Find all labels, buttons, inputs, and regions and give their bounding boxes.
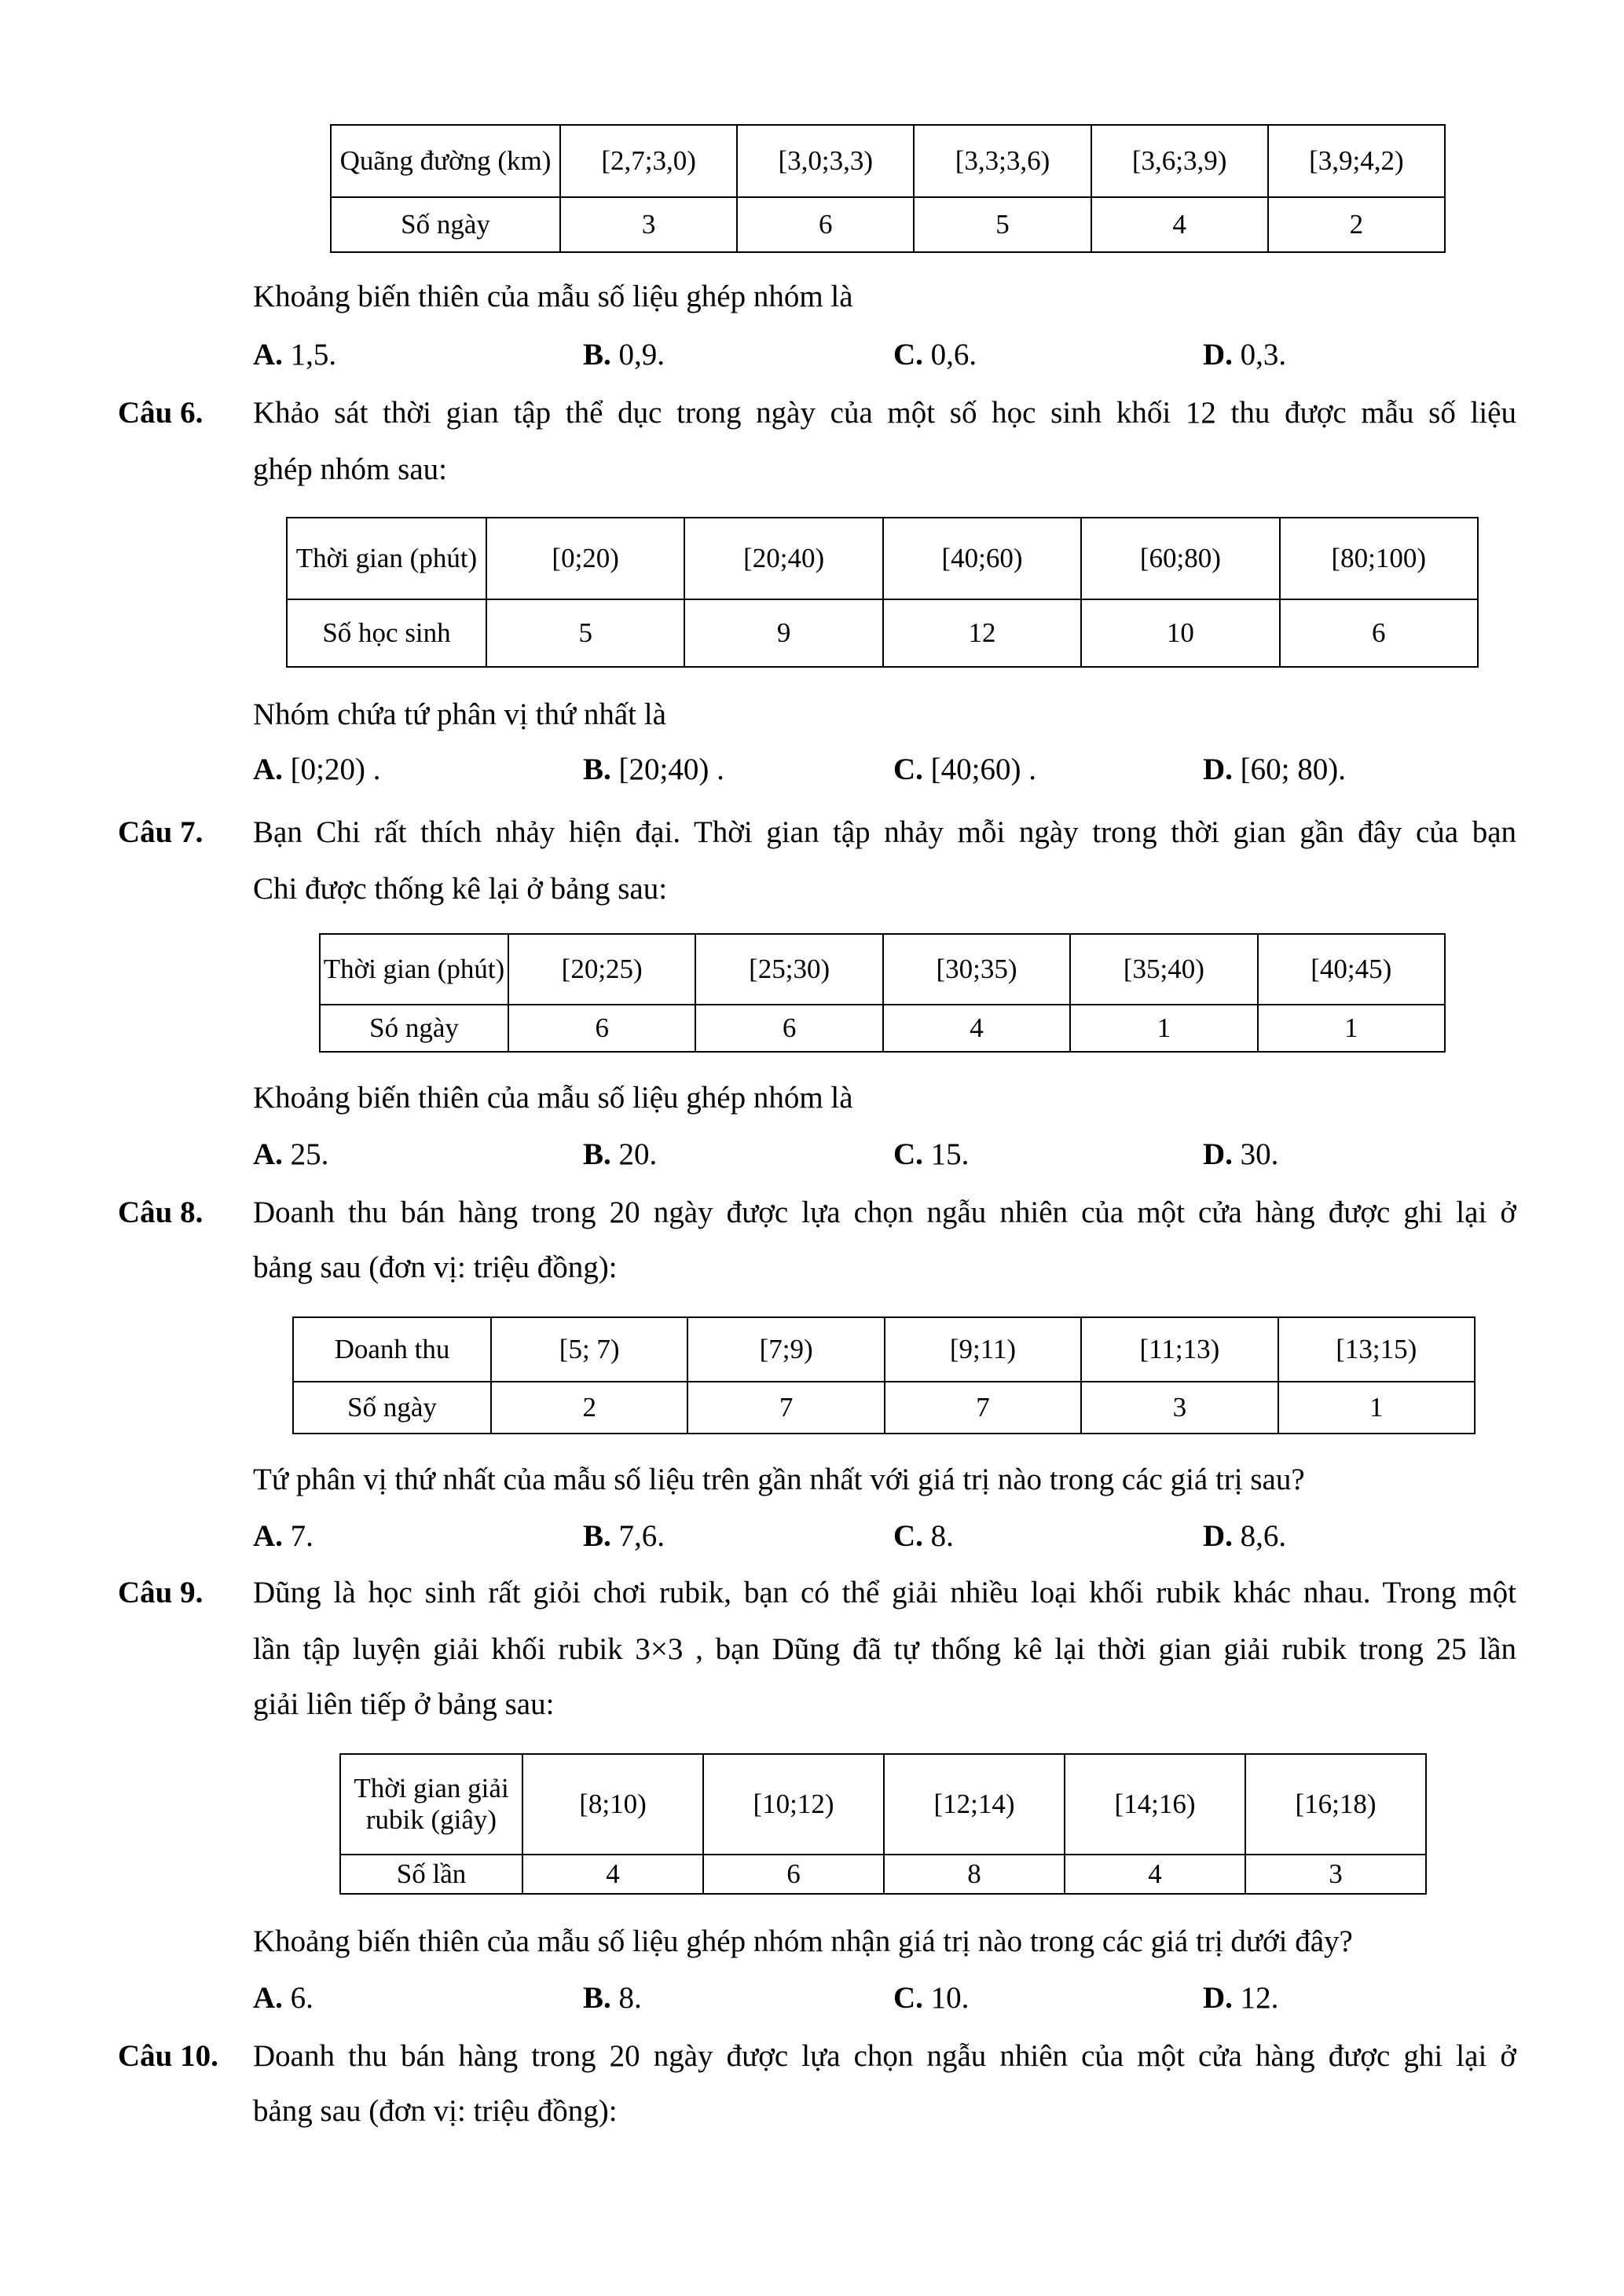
q7-data-table xyxy=(319,933,1446,1053)
table-interval: [40;60) xyxy=(883,518,1081,599)
q7-option-a: A. 25. xyxy=(253,1137,329,1171)
q6-option-d: D. [60; 80). xyxy=(1203,753,1346,786)
q6-option-b: B. [20;40) . xyxy=(583,753,724,786)
table-row-label: Só ngày xyxy=(320,1005,508,1052)
q6-text-line1: Khảo sát thời gian tập thể dục trong ngày của một số học sinh khối 12 thu được mẫu số liệu xyxy=(253,396,1516,430)
table-interval: [9;11) xyxy=(885,1317,1081,1382)
table-cell: 7 xyxy=(885,1382,1081,1434)
table-header-label: Thời gian (phút) xyxy=(287,518,486,599)
table-row-label: Số lần xyxy=(340,1855,522,1894)
table-cell: 6 xyxy=(703,1855,884,1894)
q5-data-table xyxy=(330,124,1446,253)
table-cell: 3 xyxy=(560,197,737,252)
q8-prompt: Tứ phân vị thứ nhất của mẫu số liệu trên gần nhất với giá trị nào trong các giá trị sau? xyxy=(253,1463,1305,1496)
q9-text-line1: Dũng là học sinh rất giỏi chơi rubik, bạn có thể giải nhiều loại khối rubik khác nhau. Trong một xyxy=(253,1576,1516,1609)
q6-option-c: C. [40;60) . xyxy=(893,753,1036,786)
table-cell: 3 xyxy=(1245,1855,1426,1894)
q9-label: Câu 9. xyxy=(118,1576,203,1609)
table-interval: [3,9;4,2) xyxy=(1268,125,1445,197)
q9-prompt: Khoảng biến thiên của mẫu số liệu ghép nhóm nhận giá trị nào trong các giá trị dưới đây? xyxy=(253,1924,1353,1958)
q9-option-b: B. 8. xyxy=(583,1981,642,2015)
table-cell: 9 xyxy=(684,599,882,667)
table-interval: [12;14) xyxy=(884,1754,1065,1855)
table-cell: 4 xyxy=(522,1855,703,1894)
table-header-label: Doanh thu xyxy=(293,1317,491,1382)
q9-option-c: C. 10. xyxy=(893,1981,970,2015)
q7-option-d: D. 30. xyxy=(1203,1137,1279,1171)
table-row-label: Số ngày xyxy=(331,197,560,252)
table-interval: [2,7;3,0) xyxy=(560,125,737,197)
table-interval: [35;40) xyxy=(1070,934,1257,1005)
table-cell: 4 xyxy=(1065,1855,1245,1894)
table-cell: 6 xyxy=(695,1005,882,1052)
table-interval: [11;13) xyxy=(1081,1317,1278,1382)
table-cell: 4 xyxy=(883,1005,1070,1052)
table-interval: [30;35) xyxy=(883,934,1070,1005)
q7-prompt: Khoảng biến thiên của mẫu số liệu ghép nhóm là xyxy=(253,1081,853,1115)
q9-text-line2: lần tập luyện giải khối rubik 3×3 , bạn Dũng đã tự thống kê lại thời gian giải rubik trong 25 lần xyxy=(253,1632,1516,1666)
table-interval: [16;18) xyxy=(1245,1754,1426,1855)
table-interval: [20;40) xyxy=(684,518,882,599)
q6-prompt: Nhóm chứa tứ phân vị thứ nhất là xyxy=(253,698,666,731)
table-cell: 12 xyxy=(883,599,1081,667)
table-cell: 6 xyxy=(737,197,914,252)
q10-text-line2: bảng sau (đơn vị: triệu đồng): xyxy=(253,2094,618,2128)
table-header-label: Thời gian (phút) xyxy=(320,934,508,1005)
table-interval: [25;30) xyxy=(695,934,882,1005)
q6-data-table xyxy=(286,517,1479,668)
q9-option-d: D. 12. xyxy=(1203,1981,1279,2015)
q9-text-line3: giải liên tiếp ở bảng sau: xyxy=(253,1687,555,1721)
table-cell: 4 xyxy=(1091,197,1268,252)
q5-option-a: A. 1,5. xyxy=(253,338,337,372)
table-cell: 6 xyxy=(1280,599,1478,667)
table-cell: 5 xyxy=(486,599,684,667)
table-row-label: Số ngày xyxy=(293,1382,491,1434)
table-cell: 5 xyxy=(914,197,1091,252)
q8-text-line2: bảng sau (đơn vị: triệu đồng): xyxy=(253,1251,618,1284)
q8-label: Câu 8. xyxy=(118,1196,203,1229)
table-interval: [20;25) xyxy=(508,934,695,1005)
table-cell: 1 xyxy=(1070,1005,1257,1052)
table-row-label: Số học sinh xyxy=(287,599,486,667)
table-interval: [3,6;3,9) xyxy=(1091,125,1268,197)
q9-data-table xyxy=(339,1753,1427,1895)
q5-option-b: B. 0,9. xyxy=(583,338,665,372)
q10-text-line1: Doanh thu bán hàng trong 20 ngày được lựa chọn ngẫu nhiên của một cửa hàng được ghi lại ở xyxy=(253,2039,1516,2073)
q10-label: Câu 10. xyxy=(118,2039,218,2073)
q8-option-d: D. 8,6. xyxy=(1203,1519,1287,1553)
q8-option-b: B. 7,6. xyxy=(583,1519,665,1553)
table-interval: [14;16) xyxy=(1065,1754,1245,1855)
table-interval: [80;100) xyxy=(1280,518,1478,599)
q6-option-a: A. [0;20) . xyxy=(253,753,381,786)
table-interval: [7;9) xyxy=(687,1317,884,1382)
table-interval: [8;10) xyxy=(522,1754,703,1855)
table-cell: 1 xyxy=(1278,1382,1475,1434)
q8-data-table xyxy=(292,1316,1476,1434)
table-cell: 7 xyxy=(687,1382,884,1434)
table-interval: [0;20) xyxy=(486,518,684,599)
q9-option-a: A. 6. xyxy=(253,1981,313,2015)
q8-text-line1: Doanh thu bán hàng trong 20 ngày được lựa chọn ngẫu nhiên của một cửa hàng được ghi lại ở xyxy=(253,1196,1516,1229)
table-interval: [3,3;3,6) xyxy=(914,125,1091,197)
q7-option-c: C. 15. xyxy=(893,1137,970,1171)
table-interval: [10;12) xyxy=(703,1754,884,1855)
table-cell: 3 xyxy=(1081,1382,1278,1434)
q7-text-line1: Bạn Chi rất thích nhảy hiện đại. Thời gian tập nhảy mỗi ngày trong thời gian gần đây của bạn xyxy=(253,815,1516,849)
q6-text-line2: ghép nhóm sau: xyxy=(253,452,447,486)
q8-option-a: A. 7. xyxy=(253,1519,313,1553)
table-interval: [40;45) xyxy=(1258,934,1445,1005)
q8-option-c: C. 8. xyxy=(893,1519,954,1553)
table-cell: 10 xyxy=(1081,599,1279,667)
table-interval: [5; 7) xyxy=(491,1317,687,1382)
q7-text-line2: Chi được thống kê lại ở bảng sau: xyxy=(253,872,668,906)
q7-label: Câu 7. xyxy=(118,815,203,849)
table-cell: 1 xyxy=(1258,1005,1445,1052)
table-interval: [13;15) xyxy=(1278,1317,1475,1382)
table-cell: 2 xyxy=(1268,197,1445,252)
q7-option-b: B. 20. xyxy=(583,1137,658,1171)
q5-option-c: C. 0,6. xyxy=(893,338,977,372)
table-header-label: Quãng đường (km) xyxy=(331,125,560,197)
table-interval: [3,0;3,3) xyxy=(737,125,914,197)
table-cell: 8 xyxy=(884,1855,1065,1894)
q5-option-d: D. 0,3. xyxy=(1203,338,1287,372)
table-interval: [60;80) xyxy=(1081,518,1279,599)
q6-label: Câu 6. xyxy=(118,396,203,430)
table-header-label: Thời gian giải rubik (giây) xyxy=(340,1754,522,1855)
table-cell: 2 xyxy=(491,1382,687,1434)
table-cell: 6 xyxy=(508,1005,695,1052)
q5-prompt: Khoảng biến thiên của mẫu số liệu ghép nhóm là xyxy=(253,280,853,313)
